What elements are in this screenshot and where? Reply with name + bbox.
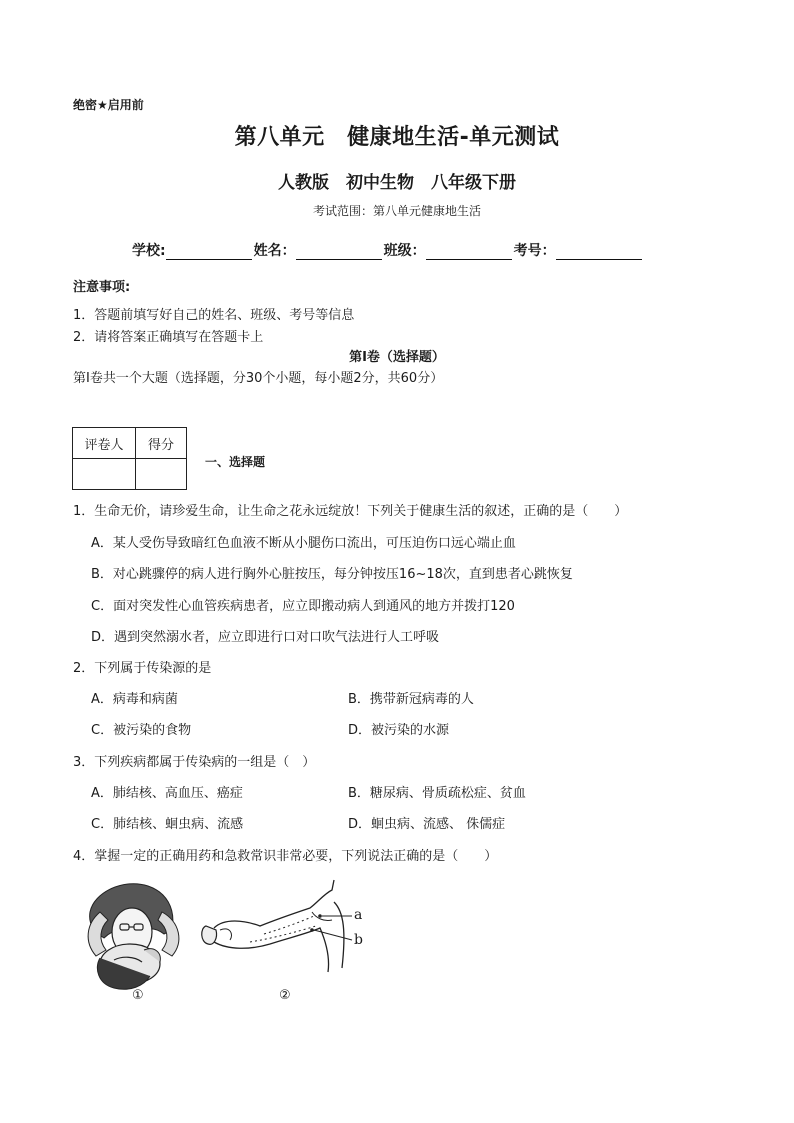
grader-cell[interactable] bbox=[73, 459, 136, 490]
question-stem: 1．生命无价，请珍爱生命，让生命之花永远绽放！下列关于健康生活的叙述，正确的是（ ） bbox=[73, 504, 628, 519]
name-label: 姓名： bbox=[253, 243, 296, 259]
figure-1-caption: ① bbox=[132, 988, 144, 1003]
notice-item: 2．请将答案正确填写在答题卡上 bbox=[73, 330, 264, 345]
notice-heading: 注意事项: bbox=[73, 280, 131, 295]
figure-2-caption: ② bbox=[279, 988, 291, 1003]
exam-scope: 考试范围：第八单元健康地生活 bbox=[312, 204, 481, 218]
option-d[interactable]: D．遇到突然溺水者，应立即进行口对口吹气法进行人工呼吸 bbox=[91, 630, 440, 645]
option-c[interactable]: C．被污染的食物 bbox=[91, 723, 192, 738]
secret-label: 绝密★启用前 bbox=[73, 98, 144, 112]
option-b[interactable]: B．糖尿病、骨质疏松症、贫血 bbox=[348, 786, 526, 801]
section-title: 一、选择题 bbox=[205, 455, 266, 469]
number-label: 考号： bbox=[513, 243, 556, 259]
number-blank[interactable] bbox=[556, 245, 642, 260]
school-label: 学校: bbox=[132, 243, 166, 259]
option-b[interactable]: B．携带新冠病毒的人 bbox=[348, 692, 474, 707]
score-cell[interactable] bbox=[136, 459, 187, 490]
option-a[interactable]: A．某人受伤导致暗红色血液不断从小腿伤口流出，可压迫伤口远心端止血 bbox=[91, 536, 516, 551]
page-subtitle: 人教版 初中生物 八年级下册 bbox=[278, 173, 516, 193]
class-label: 班级： bbox=[383, 243, 426, 259]
class-blank[interactable] bbox=[426, 245, 512, 260]
question-figures bbox=[84, 872, 384, 1012]
grader-header: 评卷人 bbox=[73, 428, 136, 459]
notice-item: 1．答题前填写好自己的姓名、班级、考号等信息 bbox=[73, 308, 355, 323]
arm-figure bbox=[202, 880, 352, 972]
option-b[interactable]: B．对心跳骤停的病人进行胸外心脏按压，每分钟按压16~18次，直到患者心跳恢复 bbox=[91, 567, 573, 582]
question-stem: 4．掌握一定的正确用药和急救常识非常必要，下列说法正确的是（ ） bbox=[73, 849, 498, 864]
option-c[interactable]: C．肺结核、蛔虫病、流感 bbox=[91, 817, 244, 832]
score-header: 得分 bbox=[136, 428, 187, 459]
score-table bbox=[72, 427, 187, 490]
volume-title: 第Ⅰ卷（选择题） bbox=[349, 350, 445, 365]
name-blank[interactable] bbox=[296, 245, 382, 260]
option-d[interactable]: D．被污染的水源 bbox=[348, 723, 450, 738]
option-c[interactable]: C．面对突发性心血管疾病患者，应立即搬动病人到通风的地方并拨打120 bbox=[91, 599, 515, 614]
question-stem: 3．下列疾病都属于传染病的一组是（ ） bbox=[73, 755, 316, 770]
option-a[interactable]: A．病毒和病菌 bbox=[91, 692, 178, 707]
figure-illustration bbox=[84, 872, 384, 1012]
question-stem: 2．下列属于传染源的是 bbox=[73, 661, 212, 676]
volume-description: 第Ⅰ卷共一个大题（选择题，分30个小题，每小题2分，共60分） bbox=[73, 371, 444, 386]
student-info-fields bbox=[132, 240, 644, 260]
option-a[interactable]: A．肺结核、高血压、癌症 bbox=[91, 786, 243, 801]
label-a: a bbox=[354, 907, 363, 923]
label-b: b bbox=[354, 932, 363, 948]
option-d[interactable]: D．蛔虫病、流感、 侏儒症 bbox=[348, 817, 506, 832]
school-blank[interactable] bbox=[166, 245, 252, 260]
page-title: 第八单元 健康地生活-单元测试 bbox=[234, 125, 560, 150]
rescue-breathing-figure bbox=[88, 884, 179, 990]
